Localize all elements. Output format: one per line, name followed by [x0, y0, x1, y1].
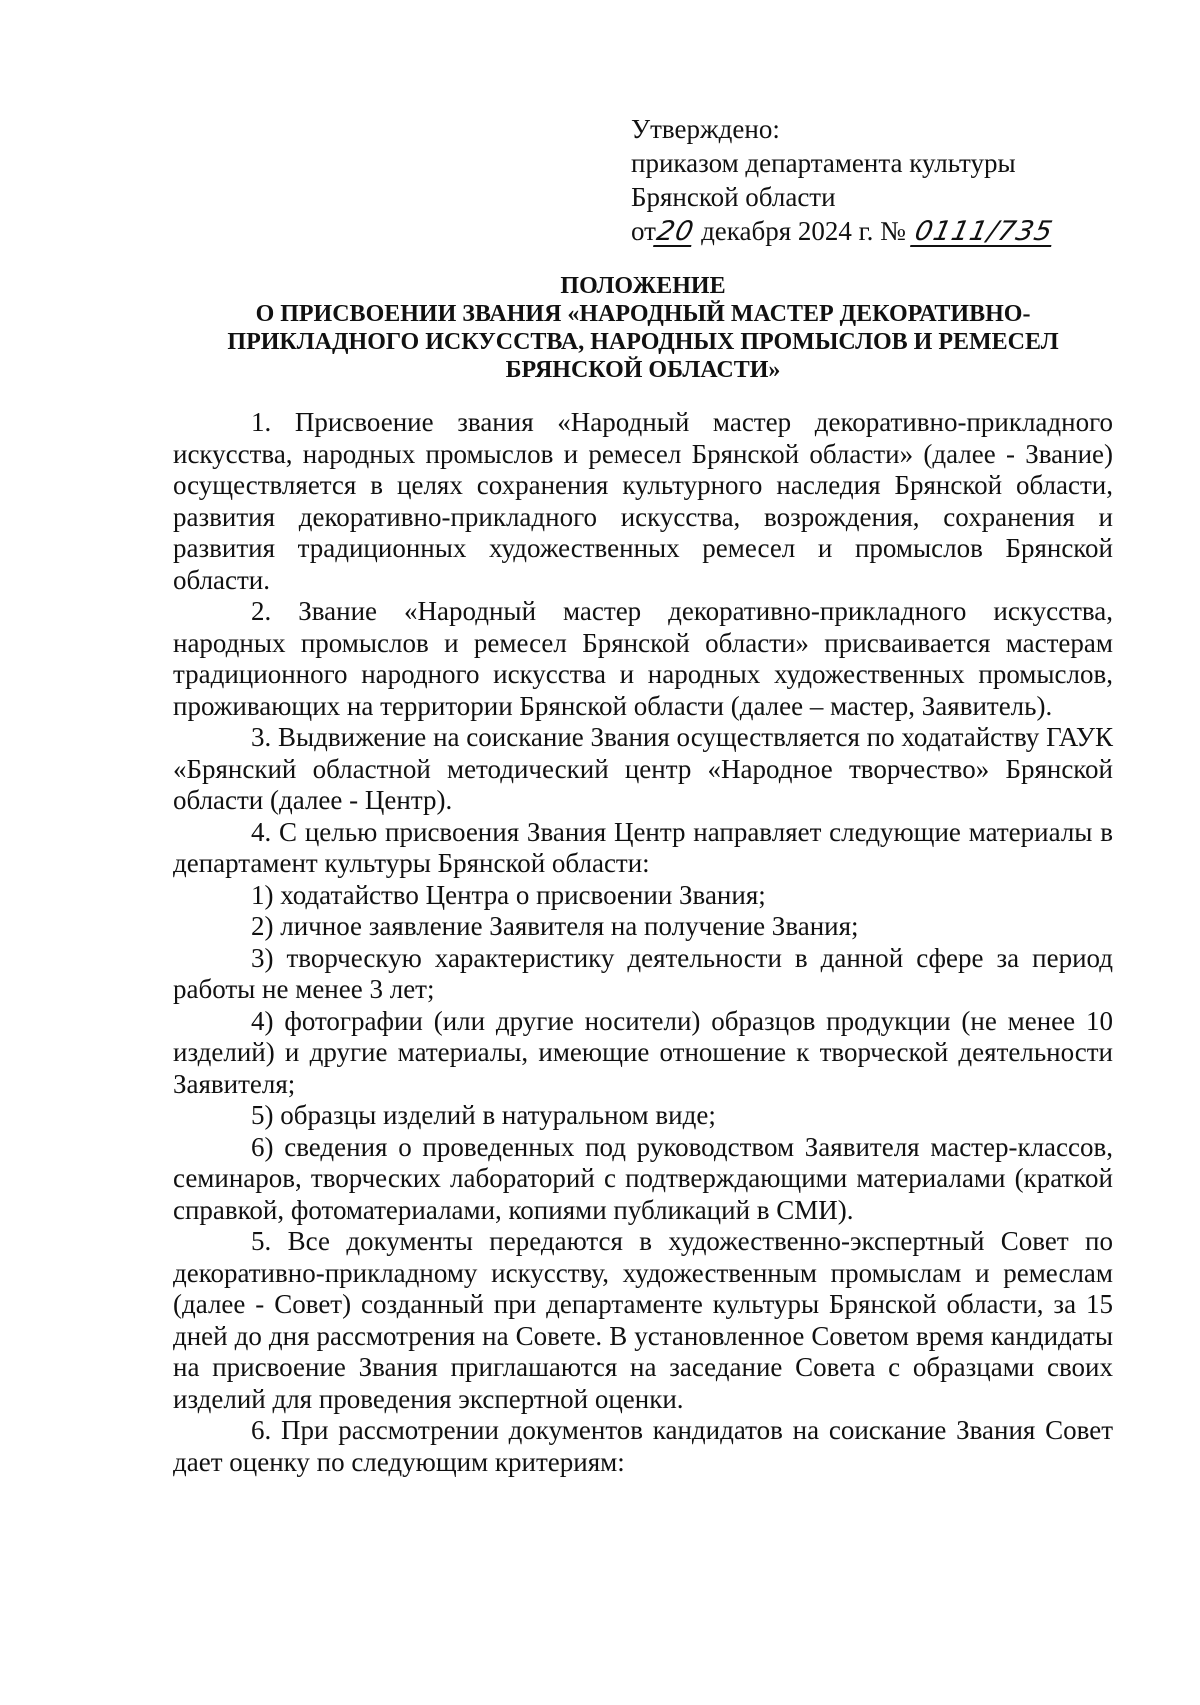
list-item-1: 1) ходатайство Центра о присвоении Звания; — [251, 879, 766, 910]
list-item-2: 2) личное заявление Заявителя на получение Звания; — [251, 911, 859, 941]
paragraph-6: 6. При рассмотрении документов кандидатов на соискание Звания Совет дает оценку по следующим критериям: — [173, 1415, 1113, 1477]
paragraph-4: 4. С целью присвоения Звания Центр направляет следующие материалы в департамент культуры Брянской области: — [173, 816, 1113, 878]
heading-line-1: ПОЛОЖЕНИЕ — [560, 273, 726, 299]
approval-title: Утверждено: — [631, 114, 780, 144]
list-item-4: 4) фотографии (или другие носители) образцов продукции (не менее 10 изделий) и другие материалы, имеющие отношение к творческой деятельности Заявителя; — [173, 1005, 1113, 1099]
heading-line-4: БРЯНСКОЙ ОБЛАСТИ» — [505, 357, 781, 383]
paragraph-1: 1. Присвоение звания «Народный мастер декоративно-прикладного искусства, народных промыслов и ремесел Брянской области» (далее - Звание) осуществляется в целях сохранения культурного наследия Брянской области, развития декоративно-прикладного искусства, возрождения, сохранения и развития традиционных художественных ремесел и промыслов Брянской области. — [173, 407, 1113, 595]
approval-block — [631, 112, 1091, 248]
date-prefix: от — [631, 216, 656, 246]
handwritten-order-number: 0111/735 — [911, 216, 1056, 247]
approval-region-line: Брянской области — [631, 182, 836, 212]
document-body — [173, 407, 1113, 1478]
list-item-6: 6) сведения о проведенных под руководством Заявителя мастер-классов, семинаров, творческих лабораторий с подтверждающими материалами (краткой справкой, фотоматериалами, копиями публикаций в СМИ). — [173, 1131, 1113, 1225]
heading-line-2: О ПРИСВОЕНИИ ЗВАНИЯ «НАРОДНЫЙ МАСТЕР ДЕКОРАТИВНО- — [255, 301, 1031, 327]
document-heading — [173, 272, 1113, 384]
list-item-3: 3) творческую характеристику деятельности в данной сфере за период работы не менее 3 лет; — [173, 942, 1113, 1004]
paragraph-2: 2. Звание «Народный мастер декоративно-прикладного искусства, народных промыслов и ремесел Брянской области» присваивается мастерам традиционного народного искусства и народных художественных промыслов, проживающих на территории Брянской области (далее – мастер, Заявитель). — [173, 596, 1113, 721]
approval-date-line — [631, 214, 1091, 248]
date-rest: декабря 2024 г. № — [694, 216, 913, 246]
paragraph-5: 5. Все документы передаются в художественно-экспертный Совет по декоративно-прикладному искусству, художественным промыслам и ремеслам (далее - Совет) созданный при департаменте культуры Брянской области, за 15 дней до дня рассмотрения на Совете. В установленное Советом время кандидаты на присвоение Звания приглашаются на заседание Совета с образцами своих изделий для проведения экспертной оценки. — [173, 1226, 1113, 1414]
paragraph-3: 3. Выдвижение на соискание Звания осуществляется по ходатайству ГАУК «Брянский областной методический центр «Народное творчество» Брянской области (далее - Центр). — [173, 722, 1113, 815]
heading-line-3: ПРИКЛАДНОГО ИСКУССТВА, НАРОДНЫХ ПРОМЫСЛОВ И РЕМЕСЕЛ — [227, 329, 1059, 355]
handwritten-day: 20 — [653, 216, 697, 247]
list-item-5: 5) образцы изделий в натуральном виде; — [251, 1100, 716, 1130]
approval-order-line: приказом департамента культуры — [631, 148, 1016, 178]
